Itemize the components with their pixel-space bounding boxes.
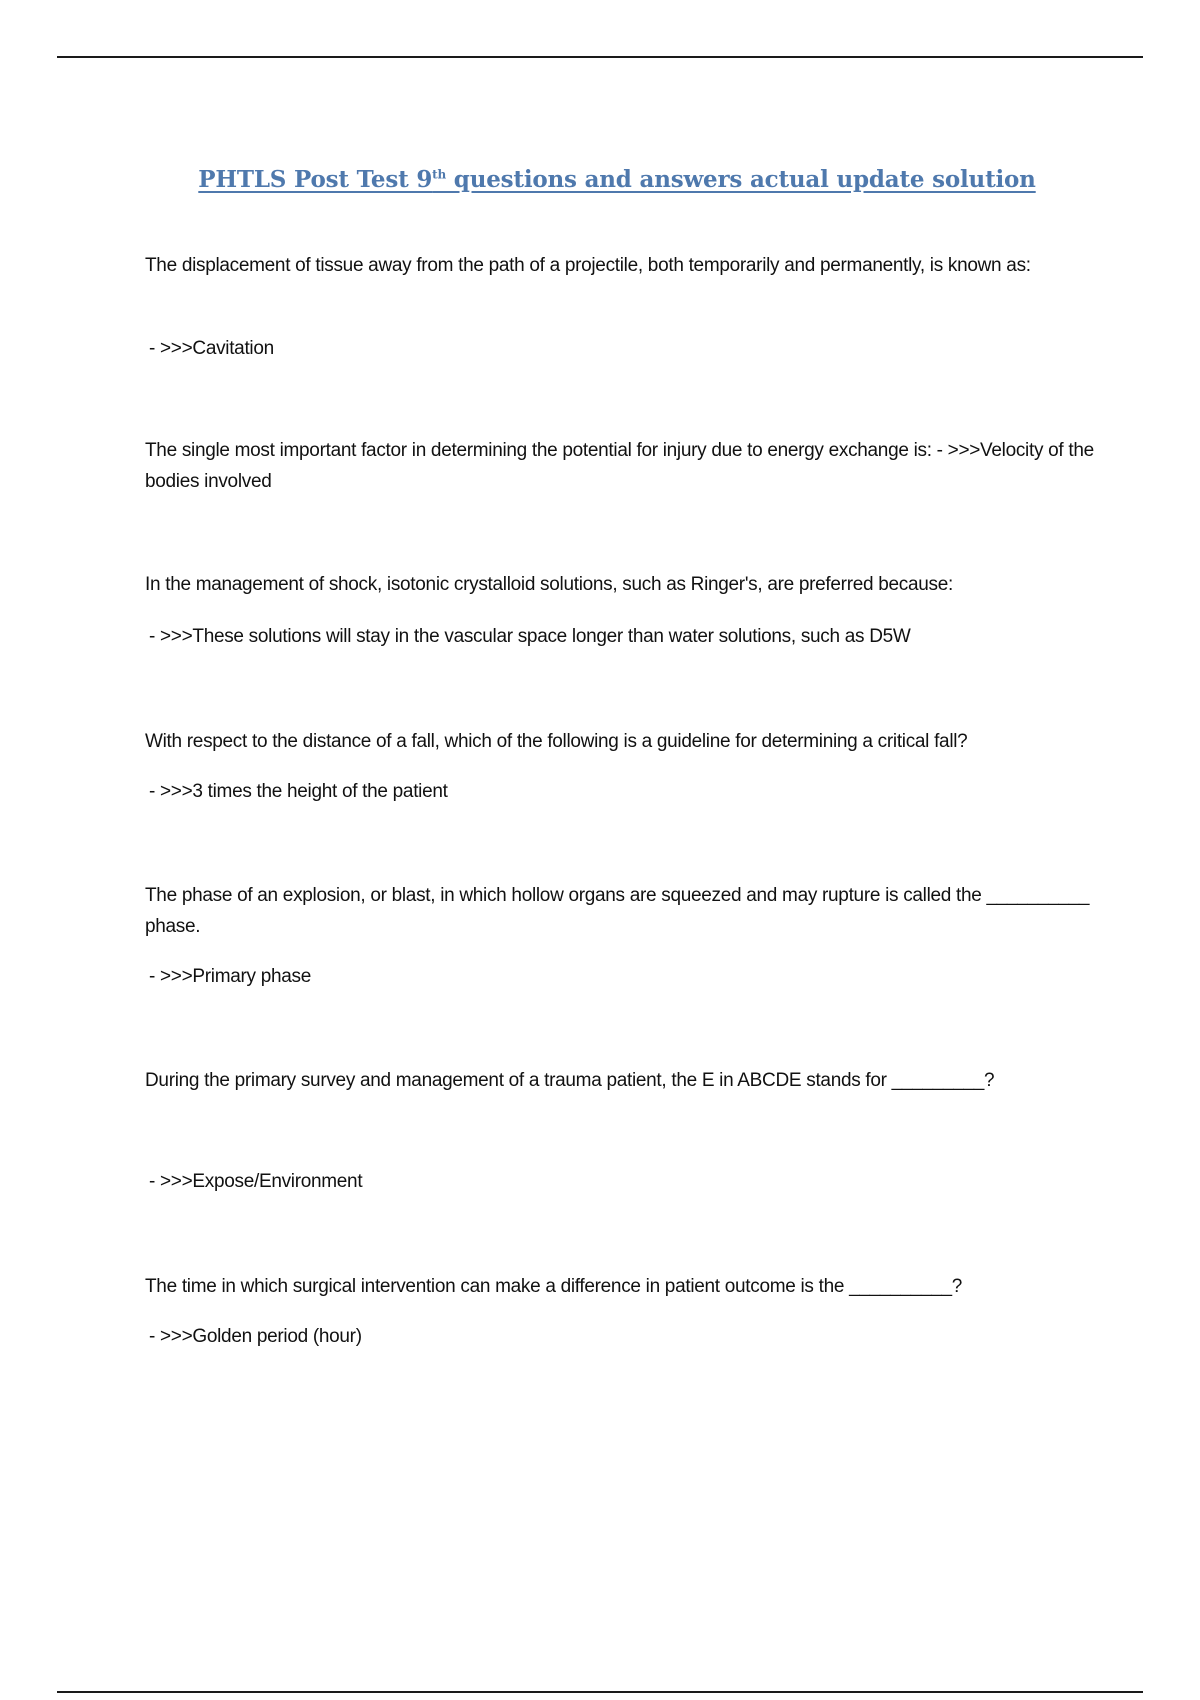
footer-rule: [57, 1691, 1143, 1693]
answer-3: - >>>These solutions will stay in the vascular space longer than water solutions, such as D5W: [149, 626, 911, 647]
question-7: The time in which surgical intervention can make a difference in patient outcome is the __________?: [145, 1276, 963, 1297]
document-title: [0, 166, 1200, 193]
question-1: The displacement of tissue away from the path of a projectile, both temporarily and permanently, is known as:: [145, 255, 1031, 276]
question-6: During the primary survey and management of a trauma patient, the E in ABCDE stands for _________?: [145, 1070, 995, 1091]
question-3: In the management of shock, isotonic crystalloid solutions, such as Ringer's, are preferred because:: [145, 574, 953, 595]
answer-7: - >>>Golden period (hour): [149, 1326, 362, 1347]
title-main: PHTLS Post Test 9: [198, 166, 433, 193]
answer-1: - >>>Cavitation: [149, 338, 274, 359]
answer-6: - >>>Expose/Environment: [149, 1171, 363, 1192]
question-4: With respect to the distance of a fall, which of the following is a guideline for determining a critical fall?: [145, 731, 968, 752]
question-5: The phase of an explosion, or blast, in which hollow organs are squeezed and may rupture is called the __________ phase.: [145, 885, 1090, 937]
header-rule: [57, 56, 1143, 58]
title-rest: questions and answers actual update solution: [446, 166, 1036, 193]
answer-5: - >>>Primary phase: [149, 966, 311, 987]
title-superscript: th: [432, 167, 446, 182]
question-2: The single most important factor in determining the potential for injury due to energy exchange is: - >>>Velocity of the bodies involved: [145, 440, 1094, 492]
answer-4: - >>>3 times the height of the patient: [149, 781, 448, 802]
